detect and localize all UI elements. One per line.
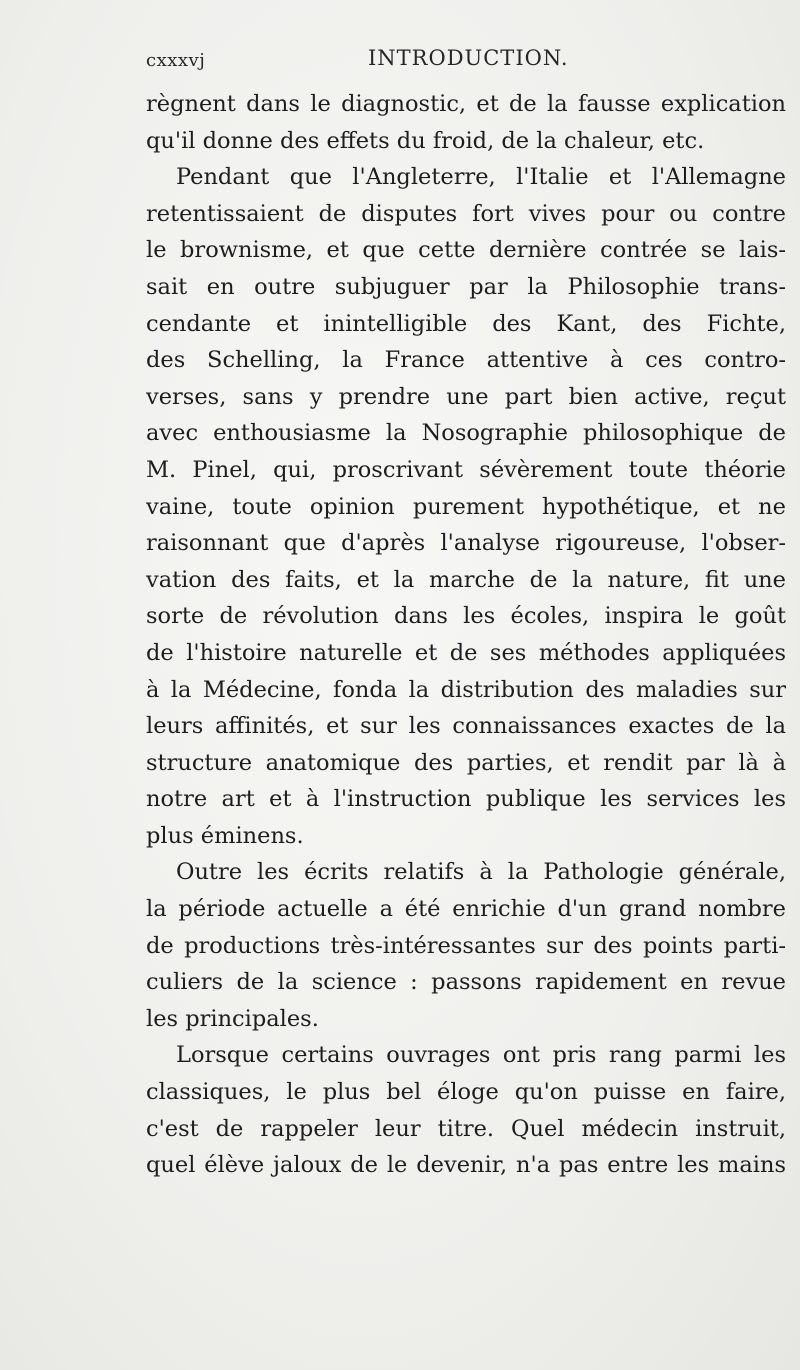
text-line: le brownisme, et que cette dernière contrée se lais-: [146, 237, 786, 264]
text-line: règnent dans le diagnostic, et de la fausse explication: [146, 91, 786, 117]
text-line: leurs affinités, et sur les connaissances exactes de la: [146, 713, 786, 740]
text-line: des Schelling, la France attentive à ces contro-: [146, 347, 786, 374]
text-line: quel élève jaloux de le devenir, n'a pas entre les mains: [146, 1152, 786, 1179]
text-line: les principales.: [146, 1005, 319, 1032]
paragraph-start-line: Outre les écrits relatifs à la Pathologie générale,: [176, 859, 786, 886]
text-line: vaine, toute opinion purement hypothétique, et ne: [146, 493, 786, 520]
running-head: INTRODUCTION.: [368, 46, 569, 70]
text-line: avec enthousiasme la Nosographie philosophique de: [146, 420, 786, 447]
text-line: la période actuelle a été enrichie d'un grand nombre: [146, 896, 786, 923]
page-header: [146, 46, 786, 76]
text-line: de l'histoire naturelle et de ses méthodes appliquées: [146, 639, 786, 666]
text-line: qu'il donne des effets du froid, de la chaleur, etc.: [146, 127, 705, 154]
text-line: structure anatomique des parties, et rendit par là à: [146, 749, 786, 776]
text-line: retentissaient de disputes fort vives pour ou contre: [146, 200, 786, 227]
text-line: c'est de rappeler leur titre. Quel médecin instruit,: [146, 1115, 786, 1142]
body-text: [146, 86, 786, 1184]
text-line: sait en outre subjuguer par la Philosophie trans-: [146, 273, 786, 300]
text-line: à la Médecine, fonda la distribution des maladies sur: [146, 676, 786, 703]
text-line: sorte de révolution dans les écoles, inspira le goût: [146, 603, 786, 630]
text-line: M. Pinel, qui, proscrivant sévèrement toute théorie: [146, 456, 786, 483]
text-line: culiers de la science : passons rapidement en revue: [146, 969, 786, 996]
text-line: notre art et à l'instruction publique les services les: [146, 786, 786, 813]
text-line: verses, sans y prendre une part bien active, reçut: [146, 383, 786, 410]
text-line: cendante et inintelligible des Kant, des Fichte,: [146, 310, 786, 337]
text-line: plus éminens.: [146, 822, 304, 849]
text-line: classiques, le plus bel éloge qu'on puisse en faire,: [146, 1079, 786, 1106]
text-line: raisonnant que d'après l'analyse rigoureuse, l'obser-: [146, 530, 786, 557]
text-line: vation des faits, et la marche de la nature, fit une: [146, 566, 786, 593]
paragraph-start-line: Lorsque certains ouvrages ont pris rang parmi les: [176, 1042, 786, 1069]
text-line: de productions très-intéressantes sur des points parti-: [146, 932, 786, 959]
paragraph-start-line: Pendant que l'Angleterre, l'Italie et l'Allemagne: [176, 164, 786, 191]
page-number: cxxxvj: [146, 50, 206, 71]
